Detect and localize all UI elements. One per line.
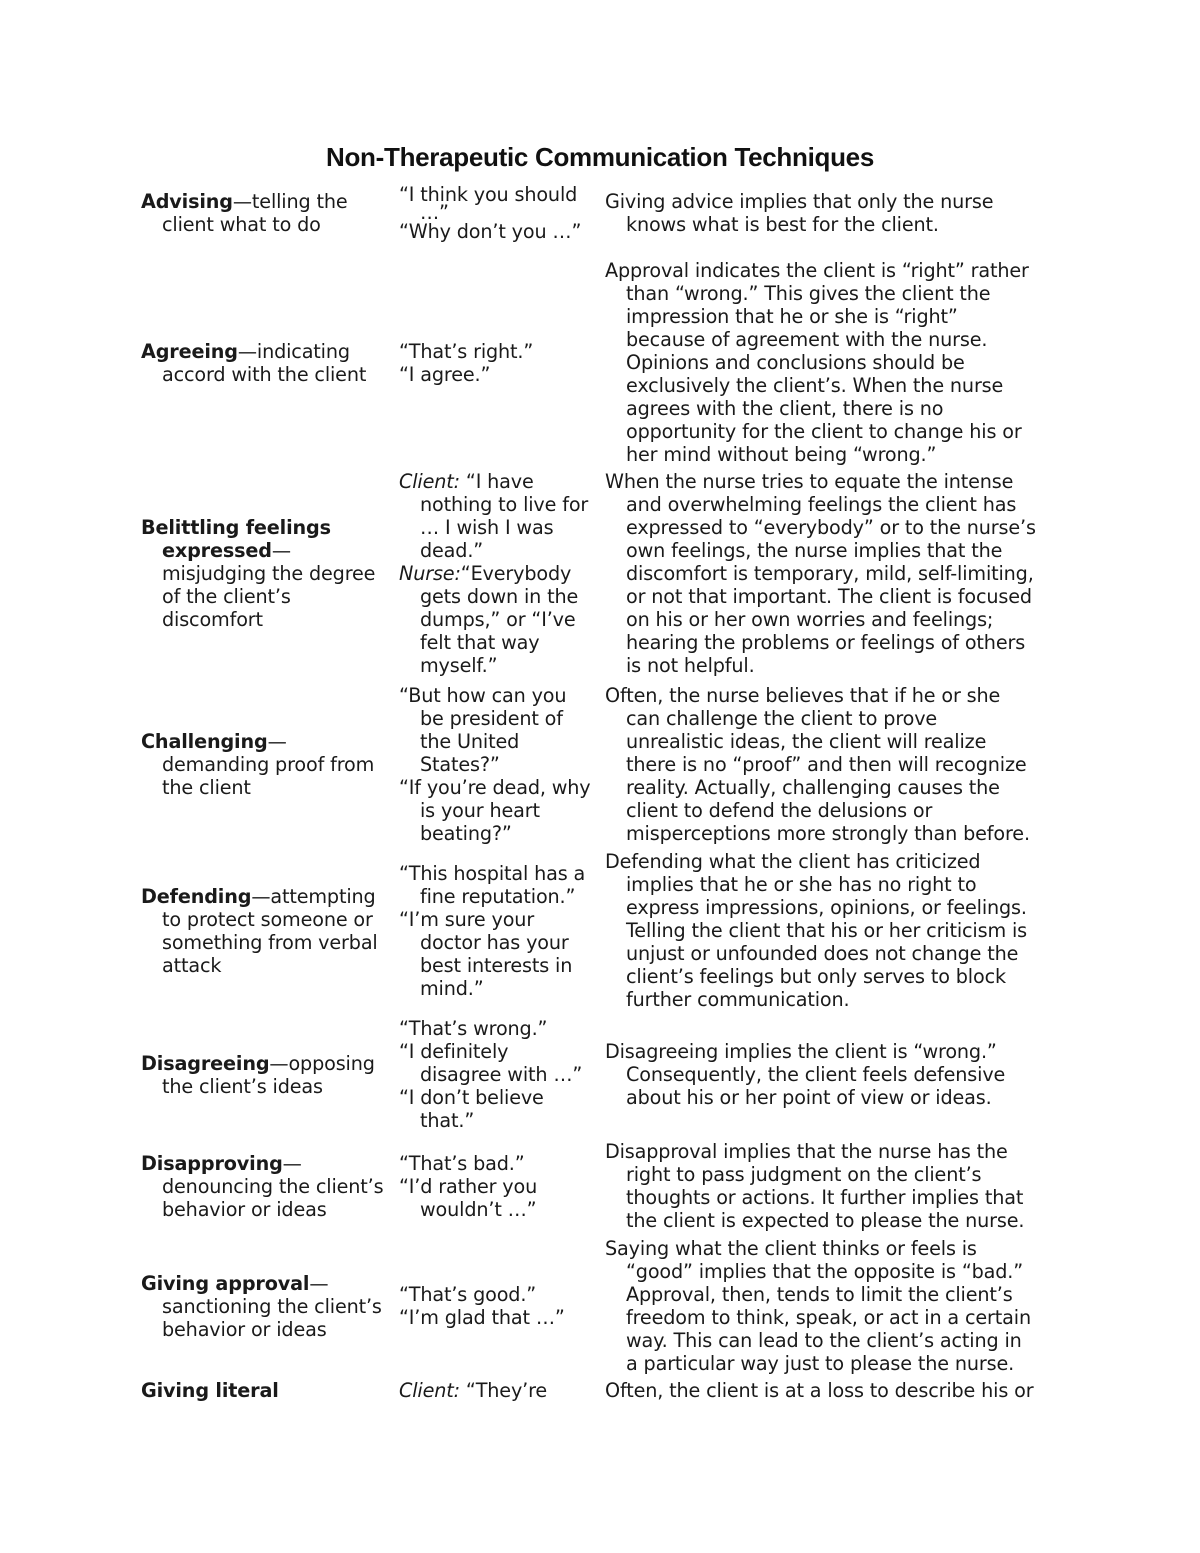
explanation-line: her mind without being “wrong.” (626, 443, 937, 466)
table-row (141, 1017, 1061, 1132)
technique-term: Giving literal (141, 1379, 279, 1402)
technique-term: Disagreeing (141, 1051, 270, 1075)
example-line: “I definitely (399, 1040, 509, 1063)
example-line: “I’d rather you (399, 1174, 538, 1198)
technique-cell (141, 340, 399, 386)
explanation-line: agrees with the client, there is no (626, 397, 944, 420)
explanation-line: there is no “proof” and then will recognize (626, 753, 1027, 776)
technique-definition: attack (162, 953, 222, 977)
table-row (141, 1379, 1061, 1402)
speaker-label: Nurse: (399, 562, 461, 585)
explanation-cell (605, 1040, 1061, 1109)
explanation-line: misperceptions more strongly than before. (626, 822, 1030, 845)
explanation-line: the client is expected to please the nurse. (626, 1209, 1025, 1232)
technique-term: Defending (141, 884, 252, 908)
table-row (141, 1140, 1061, 1232)
explanation-cell (605, 1140, 1061, 1232)
explanation-cell (605, 1379, 1061, 1402)
technique-cell (141, 1272, 399, 1341)
table-row (141, 259, 1061, 466)
explanation-line: unjust or unfounded does not change the (626, 942, 1019, 965)
example-line: doctor has your (420, 930, 569, 954)
example-line: dead.” (420, 539, 484, 562)
explanation-line: Telling the client that his or her criticism is (626, 919, 1027, 942)
example-line: “That’s bad.” (399, 1151, 525, 1175)
technique-definition: of the client’s (162, 585, 291, 608)
example-line: be president of (420, 707, 563, 730)
explanation-line: Often, the client is at a loss to describe his or (605, 1379, 1034, 1402)
technique-cell (141, 516, 399, 631)
example-line: that.” (420, 1109, 475, 1132)
technique-definition: —telling the (232, 190, 348, 213)
example-line: disagree with …” (420, 1063, 583, 1086)
example-line: “I think you should (399, 183, 578, 206)
example-line: “I’m sure your (399, 907, 535, 931)
technique-definition: accord with the client (162, 362, 367, 386)
example-line: “If you’re dead, why (399, 776, 591, 799)
technique-term: Giving approval (141, 1271, 310, 1295)
explanation-line: impression that he or she is “right” (626, 305, 958, 328)
example-line: myself.” (420, 654, 498, 677)
example-cell (399, 1017, 605, 1132)
example-line: gets down in the (420, 585, 579, 608)
example-line: “That’s wrong.” (399, 1017, 548, 1040)
technique-definition: sanctioning the client’s (162, 1294, 382, 1318)
example-cell (399, 183, 605, 243)
explanation-line: is not helpful. (626, 654, 755, 677)
example-line: States?” (420, 753, 500, 776)
explanation-line: about his or her point of view or ideas. (626, 1086, 992, 1109)
explanation-line: Approval, then, tends to limit the client’s (626, 1283, 1013, 1306)
example-line: beating?” (420, 822, 512, 845)
example-line: “They’re (459, 1379, 548, 1402)
technique-definition: demanding proof from (162, 753, 375, 776)
explanation-line: Defending what the client has criticized (605, 850, 981, 873)
example-line: mind.” (420, 976, 484, 1000)
explanation-cell (605, 850, 1061, 1011)
example-cell (399, 1152, 605, 1221)
explanation-line: Opinions and conclusions should be (626, 351, 965, 374)
explanation-line: on his or her own worries and feelings; (626, 608, 994, 631)
technique-definition: — (267, 730, 287, 753)
technique-definition: something from verbal (162, 930, 378, 954)
explanation-line: exclusively the client’s. When the nurse (626, 374, 1004, 397)
explanation-cell (605, 190, 1061, 236)
explanation-line: thoughts or actions. It further implies that (626, 1186, 1024, 1209)
explanation-line: own feelings, the nurse implies that the (626, 539, 1003, 562)
example-line: best interests in (420, 953, 573, 977)
explanation-line: express impressions, opinions, or feelings. (626, 896, 1027, 919)
explanation-line: or not that important. The client is focused (626, 585, 1032, 608)
explanation-line: than “wrong.” This gives the client the (626, 282, 991, 305)
example-line: “I’m glad that …” (399, 1306, 565, 1329)
technique-definition: behavior or ideas (162, 1317, 327, 1341)
example-line: the United (420, 730, 520, 753)
example-cell (399, 684, 605, 845)
technique-cell (141, 1379, 399, 1402)
explanation-cell (605, 1237, 1061, 1375)
explanation-line: opportunity for the client to change his or (626, 420, 1022, 443)
technique-definition: denouncing the client’s (162, 1174, 384, 1198)
technique-definition: —indicating (237, 339, 350, 363)
technique-cell (141, 1152, 399, 1221)
explanation-line: further communication. (626, 988, 850, 1011)
explanation-line: Often, the nurse believes that if he or she (605, 684, 1001, 707)
example-cell (399, 470, 605, 677)
table-row (141, 470, 1061, 677)
explanation-line: When the nurse tries to equate the intense (605, 470, 1014, 493)
table-row (141, 850, 1061, 1011)
example-line: dumps,” or “I’ve (420, 608, 576, 631)
example-line: “I don’t believe (399, 1086, 544, 1109)
explanation-line: implies that he or she has no right to (626, 873, 977, 896)
technique-term: Belittling feelings (141, 516, 331, 539)
technique-term: Agreeing (141, 339, 238, 363)
example-line: “But how can you (399, 684, 567, 707)
technique-definition: —attempting (251, 884, 376, 908)
technique-definition: behavior or ideas (162, 1197, 327, 1221)
table-row (141, 183, 1061, 243)
explanation-line: hearing the problems or feelings of others (626, 631, 1026, 654)
explanation-line: Consequently, the client feels defensive (626, 1063, 1006, 1086)
example-line: “I have (459, 470, 534, 493)
technique-term: Challenging (141, 730, 268, 753)
explanation-line: “good” implies that the opposite is “bad.” (626, 1260, 1024, 1283)
explanation-line: reality. Actually, challenging causes the (626, 776, 1000, 799)
explanation-line: and overwhelming feelings the client has (626, 493, 1017, 516)
explanation-line: client’s feelings but only serves to block (626, 965, 1006, 988)
technique-term: expressed (162, 539, 272, 562)
explanation-line: discomfort is temporary, mild, self-limiting, (626, 562, 1034, 585)
explanation-line: can challenge the client to prove (626, 707, 938, 730)
table-row (141, 684, 1061, 845)
explanation-line: right to pass judgment on the client’s (626, 1163, 982, 1186)
explanation-line: unrealistic ideas, the client will realize (626, 730, 987, 753)
explanation-line: Saying what the client thinks or feels is (605, 1237, 977, 1260)
example-line: is your heart (420, 799, 540, 822)
technique-definition: discomfort (162, 608, 263, 631)
explanation-line: Disapproval implies that the nurse has the (605, 1140, 1008, 1163)
technique-cell (141, 885, 399, 977)
speaker-label: Client: (399, 1379, 460, 1402)
example-cell (399, 1283, 605, 1329)
technique-cell (141, 190, 399, 236)
table-row (141, 1237, 1061, 1375)
technique-definition: client what to do (162, 213, 321, 236)
explanation-line: because of agreement with the nurse. (626, 328, 988, 351)
technique-term: Advising (141, 190, 233, 213)
explanation-cell (605, 259, 1061, 466)
explanation-line: a particular way just to please the nurse. (626, 1352, 1015, 1375)
example-line: wouldn’t …” (420, 1197, 537, 1221)
example-line: …” (420, 201, 449, 224)
example-cell (399, 340, 605, 386)
page-title: Non-Therapeutic Communication Techniques (325, 142, 874, 172)
technique-cell (141, 730, 399, 799)
example-line: “That’s good.” (399, 1283, 537, 1306)
example-line: “I agree.” (399, 362, 491, 386)
explanation-line: Approval indicates the client is “right” rather (605, 259, 1029, 282)
example-line: felt that way (420, 631, 540, 654)
example-line: fine reputation.” (420, 884, 576, 908)
technique-cell (141, 1052, 399, 1098)
technique-definition: — (282, 1151, 302, 1175)
example-line: “This hospital has a (399, 861, 586, 885)
technique-definition: —opposing (269, 1051, 375, 1075)
explanation-line: Disagreeing implies the client is “wrong.” (605, 1040, 997, 1063)
technique-definition: the client’s ideas (162, 1074, 323, 1098)
technique-definition: the client (162, 776, 251, 799)
explanation-line: freedom to think, speak, or act in a certain (626, 1306, 1031, 1329)
explanation-line: Giving advice implies that only the nurse (605, 190, 994, 213)
technique-definition: to protect someone or (162, 907, 373, 931)
example-line: “That’s right.” (399, 339, 534, 363)
technique-definition: — (309, 1271, 329, 1295)
speaker-label: Client: (399, 470, 460, 493)
example-cell (399, 1379, 605, 1402)
example-line: “Everybody (460, 562, 572, 585)
explanation-line: expressed to “everybody” or to the nurse’s (626, 516, 1036, 539)
explanation-line: way. This can lead to the client’s acting in (626, 1329, 1022, 1352)
technique-term: Disapproving (141, 1151, 283, 1175)
example-line: … I wish I was (420, 516, 554, 539)
explanation-cell (605, 684, 1061, 845)
explanation-line: knows what is best for the client. (626, 213, 939, 236)
example-line: “Why don’t you …” (399, 220, 582, 243)
explanation-cell (605, 470, 1061, 677)
example-line: nothing to live for (420, 493, 589, 516)
technique-definition: — (271, 539, 291, 562)
example-cell (399, 862, 605, 1000)
explanation-line: client to defend the delusions or (626, 799, 933, 822)
technique-definition: misjudging the degree (162, 562, 376, 585)
